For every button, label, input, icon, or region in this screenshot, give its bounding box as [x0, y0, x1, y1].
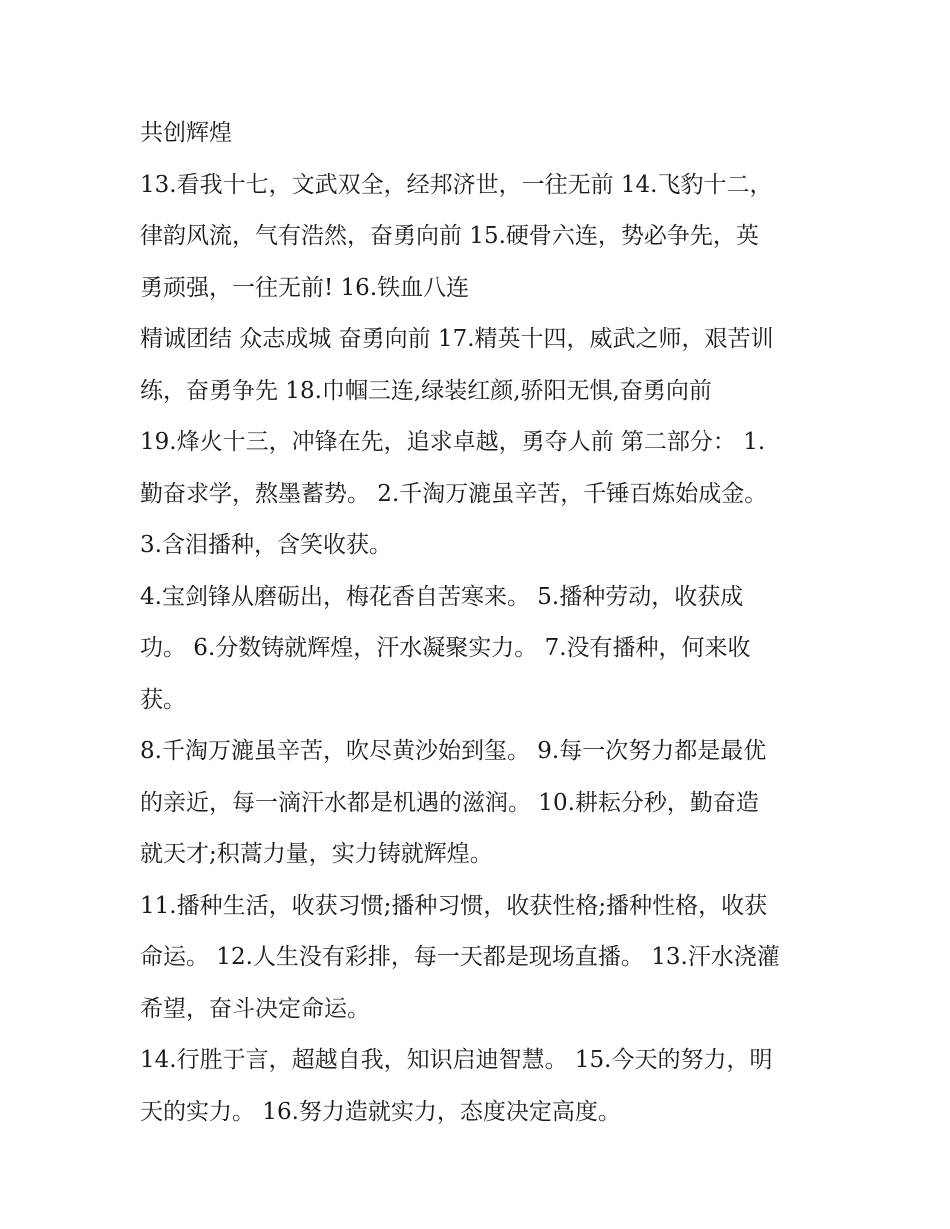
- text-line-7: 19.烽火十三，冲锋在先，追求卓越，勇夺人前 第二部分： 1.: [140, 429, 766, 455]
- text-line-2: 13.看我十七，文武双全，经邦济世，一往无前 14.飞豹十二，: [140, 171, 773, 198]
- text-line-20: 天的实力。 16.努力造就实力，态度决定高度。: [140, 1098, 621, 1125]
- text-line-5: 精诚团结 众志成城 奋勇向前 17.精英十四，威武之师，艰苦训: [140, 326, 774, 352]
- text-line-9: 3.含泪播种，含笑收获。: [140, 532, 392, 558]
- text-line-14: 的亲近，每一滴汗水都是机遇的滋润。 10.耕耘分秒，勤奋造: [140, 789, 759, 816]
- text-line-6: 练，奋勇争先 18.巾帼三连,绿装红颜,骄阳无惧,奋勇向前: [140, 377, 712, 404]
- text-line-11: 功。 6.分数铸就辉煌，汗水凝聚实力。 7.没有播种，何来收: [140, 635, 751, 661]
- text-line-1: 共创辉煌: [140, 120, 232, 146]
- document-body: [140, 108, 820, 1138]
- text-line-15: 就天才;积蒿力量，实力铸就辉煌。: [140, 841, 493, 867]
- text-line-17: 命运。 12.人生没有彩排，每一天都是现场直播。 13.汗水浇灌: [140, 944, 780, 970]
- text-line-4: 勇顽强，一往无前! 16.铁血八连: [140, 274, 470, 301]
- text-line-8: 勤奋求学，熬墨蓄势。 2.千淘万漉虽辛苦，千锤百炼始成金。: [140, 480, 768, 507]
- text-line-13: 8.千淘万漉虽辛苦，吹尽黄沙始到玺。 9.每一次努力都是最优: [140, 738, 767, 764]
- text-line-18: 希望，奋斗决定命运。: [140, 995, 370, 1022]
- text-line-19: 14.行胜于言，超越自我，知识启迪智慧。 15.今天的努力，明: [140, 1047, 773, 1073]
- text-line-3: 律韵风流，气有浩然，奋勇向前 15.硬骨六连，势必争先，英: [140, 223, 759, 249]
- text-line-16: 11.播种生活，收获习惯;播种习惯，收获性格;播种性格，收获: [140, 892, 768, 919]
- text-line-10: 4.宝剑锋从磨砺出，梅花香自苦寒来。 5.播种劳动，收获成: [140, 583, 744, 610]
- text-line-12: 获。: [140, 686, 186, 713]
